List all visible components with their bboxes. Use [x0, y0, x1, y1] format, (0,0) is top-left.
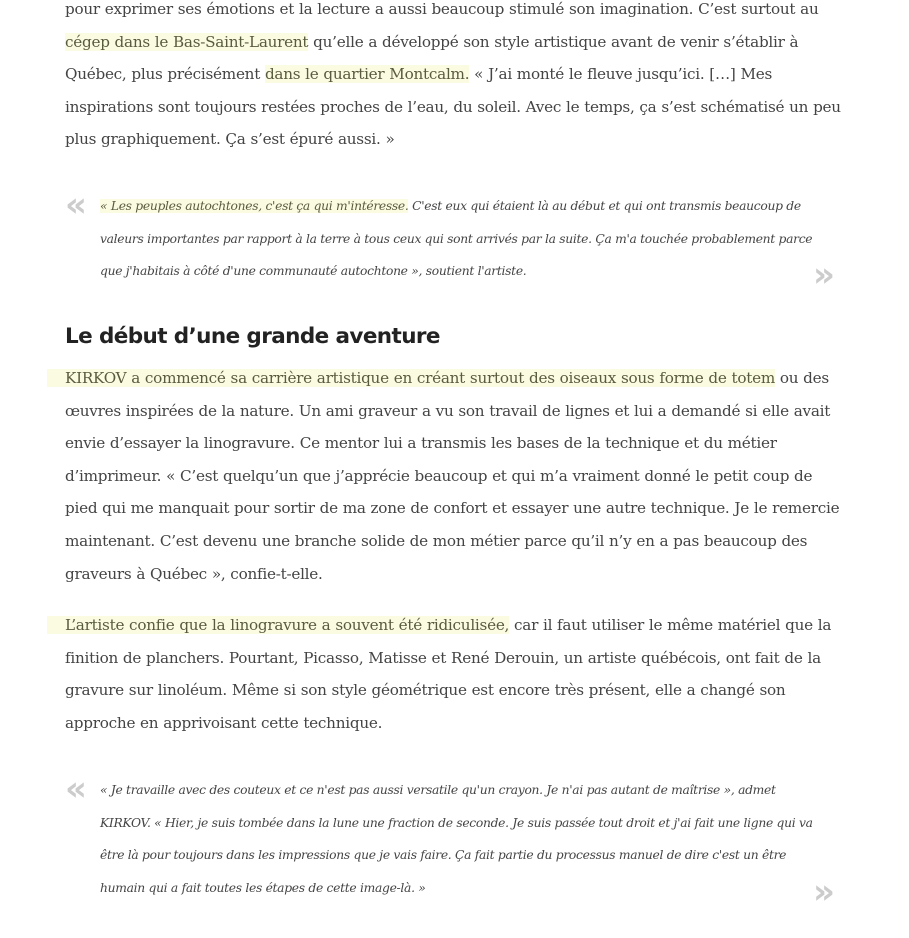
close-quote-icon: »: [813, 255, 835, 295]
highlight-montcalm: dans le quartier Montcalm.: [264, 65, 470, 84]
close-quote-icon: »: [813, 872, 835, 912]
highlight-cegep: cégep dans le Bas-Saint-Laurent: [65, 32, 309, 51]
paragraph-text: car il faut utiliser le même matériel que la finition de planchers. Pourtant, Picasso, Matisse et René Derouin, un artiste québécois, ont fait de la gravure sur linoléum. Même si son style géométrique est encore très présent, elle a changé son approche en apprivoisant cette technique.: [65, 616, 832, 732]
paragraph-career: [65, 362, 845, 590]
section-heading: Le début d’une grande aventure: [65, 324, 440, 349]
highlight-linogravure: L’artiste confie que la linogravure a souvent été ridiculisée,: [65, 616, 510, 634]
paragraph-text: qu’elle a développé son style artistique avant de venir s’établir à Québec, plus précisément: [65, 32, 799, 84]
open-quote-icon: «: [65, 185, 87, 225]
paragraph-intro: [65, 0, 845, 156]
quote-highlight: « Les peuples autochtones, c'est ça qui m'intéresse.: [100, 199, 409, 213]
open-quote-icon: «: [65, 769, 87, 809]
highlight-career: KIRKOV a commencé sa carrière artistique en créant surtout des oiseaux sous forme de totem: [65, 369, 775, 387]
paragraph-text: pour exprimer ses émotions et la lecture a aussi beaucoup stimulé son imagination. C’est surtout au: [65, 0, 819, 18]
paragraph-text: ou des œuvres inspirées de la nature. Un ami graveur a vu son travail de lignes et lui a demandé si elle avait envie d’essayer la linogravure. Ce mentor lui a transmis les bases de la technique et du métier d’imprimeur. « C’est quelqu’un que j’apprécie beaucoup et qui m’a vraiment donné le petit coup de pied qui me manquait pour sortir de ma zone de confort et essayer une autre technique. Je le remercie maintenant. C’est devenu une branche solide de mon métier parce qu’il n’y en a pas beaucoup des graveurs à Québec », confie-t-elle.: [65, 369, 840, 583]
quote-text: « Je travaille avec des couteux et ce n'est pas aussi versatile qu'un crayon. Je n'ai pas autant de maîtrise », admet KIRKOV. « Hier, je suis tombée dans la lune une fraction de seconde. Je suis passée tout droit et j'ai fait une ligne qui va être là pour toujours dans les impressions que je vais faire. Ça fait partie du processus manuel de dire c'est un être humain qui a fait toutes les étapes de cette image-là. »: [100, 783, 813, 895]
quote-text: [100, 190, 820, 288]
paragraph-text: « J’ai monté le fleuve jusqu’ici. […] Mes inspirations sont toujours restées proches de l’eau, du soleil. Avec le temps, ça s’est schématisé un peu plus graphiquement. Ça s’est épuré aussi. »: [65, 65, 841, 149]
pull-quote: [65, 185, 845, 295]
pull-quote: [65, 769, 845, 912]
paragraph-linogravure: [65, 609, 845, 739]
quote-body: C'est eux qui étaient là au début et qui ont transmis beaucoup de valeurs importantes par rapport à la terre à tous ceux qui sont arrivés par la suite. Ça m'a touchée probablement parce que j'habitais à côté d'une communauté autochtone », soutient l'artiste.: [100, 199, 813, 278]
